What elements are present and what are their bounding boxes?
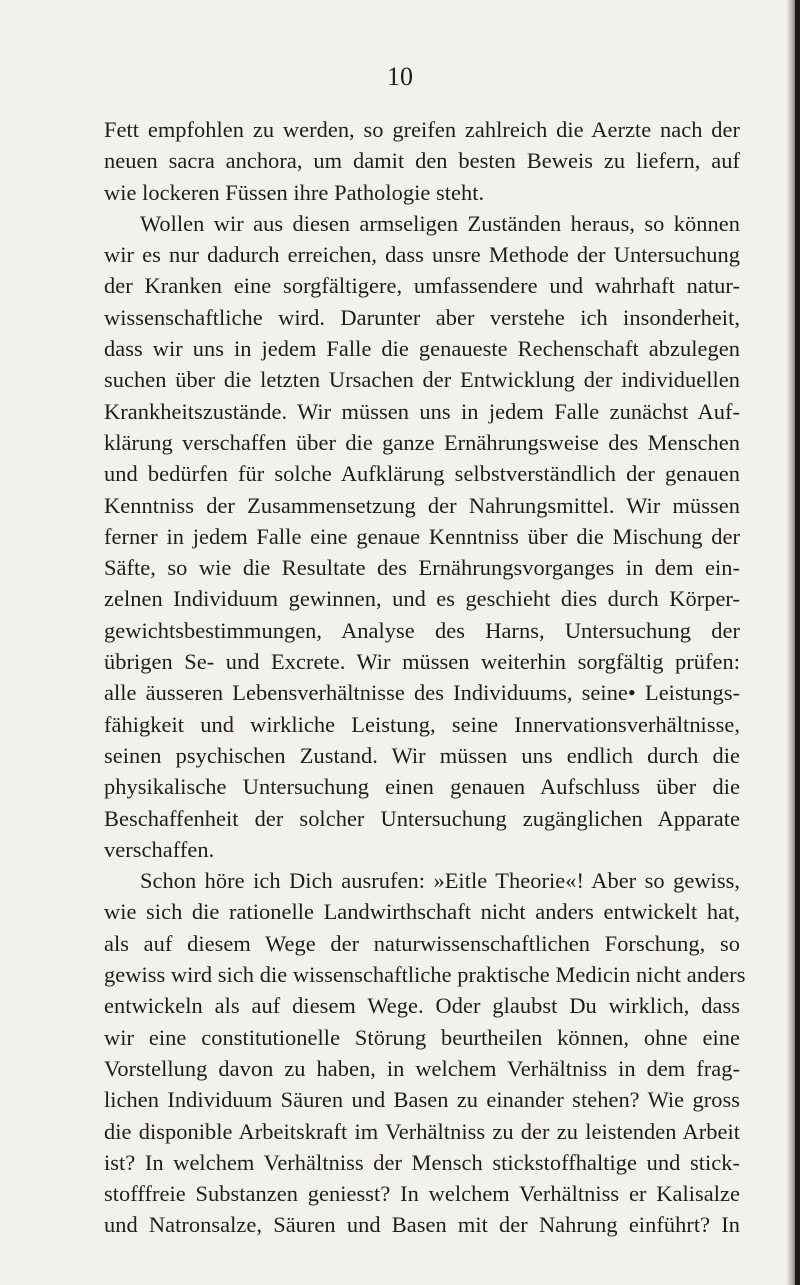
text-line: wie sich die rationelle Landwirthschaft nicht anders entwickelt hat, <box>104 899 740 925</box>
text-line: stofffreie Substanzen geniesst? In welchem Verhältniss er Kalisalze <box>104 1181 740 1207</box>
text-line: übrigen Se- und Excrete. Wir müssen weiterhin sorgfältig prüfen: <box>104 649 740 675</box>
text-line: ferner in jedem Falle eine genaue Kenntniss über die Mischung der <box>104 523 740 549</box>
text-line: suchen über die letzten Ursachen der Entwicklung der individuellen <box>104 367 740 393</box>
text-line: Säfte, so wie die Resultate des Ernährungsvorganges in dem ein- <box>104 555 740 581</box>
text-line: wissenschaftliche wird. Darunter aber verstehe ich insonderheit, <box>104 304 740 330</box>
paragraph-1 <box>104 114 740 208</box>
text-line: zelnen Individuum gewinnen, und es geschieht dies durch Körper- <box>104 586 740 612</box>
text-line: klärung verschaffen über die ganze Ernährungsweise des Menschen <box>104 429 740 455</box>
text-line: wir es nur dadurch erreichen, dass unsre Methode der Untersuchung <box>104 242 740 268</box>
text-line: fähigkeit und wirkliche Leistung, seine Innervationsverhältnisse, <box>104 711 740 737</box>
text-line: Fett empfohlen zu werden, so greifen zahlreich die Aerzte nach der <box>104 117 740 142</box>
text-line: und bedürfen für solche Aufklärung selbstverständlich der genauen <box>104 461 740 487</box>
page-edge <box>795 0 800 1285</box>
text-line: neuen sacra anchora, um damit den besten Beweis zu liefern, auf <box>104 148 740 174</box>
page-number: 10 <box>387 62 413 91</box>
text-line: Schon höre ich Dich ausrufen: »Eitle Theorie«! Aber so gewiss, <box>140 868 740 894</box>
text-line: physikalische Untersuchung einen genauen Aufschluss über die <box>104 774 740 800</box>
text-line: dass wir uns in jedem Falle die genaueste Rechenschaft abzulegen <box>104 336 740 362</box>
text-line: gewiss wird sich die wissenschaftliche praktische Medicin nicht anders <box>104 962 746 988</box>
text-line: entwickeln als auf diesem Wege. Oder glaubst Du wirklich, dass <box>104 993 740 1019</box>
text-line: und Natronsalze, Säuren und Basen mit der Nahrung einführt? In <box>104 1212 740 1238</box>
text-line: Wollen wir aus diesen armseligen Zuständen heraus, so können <box>140 210 740 236</box>
text-line: die disponible Arbeitskraft im Verhältniss zu der zu leistenden Arbeit <box>104 1118 740 1144</box>
text-line: ist? In welchem Verhältniss der Mensch stickstoffhaltige und stick- <box>104 1149 740 1175</box>
body-text <box>104 114 746 1241</box>
text-line: Krankheitszustände. Wir müssen uns in jedem Falle zunächst Auf- <box>104 398 740 424</box>
text-line: Vorstellung davon zu haben, in welchem Verhältniss in dem frag- <box>104 1055 740 1081</box>
text-line: der Kranken eine sorgfältigere, umfassendere und wahrhaft natur- <box>104 273 740 299</box>
text-line: lichen Individuum Säuren und Basen zu einander stehen? Wie gross <box>104 1087 740 1113</box>
text-line: alle äusseren Lebensverhältnisse des Individuums, seine• Leistungs- <box>104 680 740 706</box>
text-line: seinen psychischen Zustand. Wir müssen uns endlich durch die <box>104 742 740 768</box>
text-line: wie lockeren Füssen ihre Pathologie steht. <box>104 179 485 205</box>
text-line: wir eine constitutionelle Störung beurtheilen können, ohne eine <box>104 1024 740 1050</box>
paragraph-3 <box>104 865 746 1241</box>
text-line: Beschaffenheit der solcher Untersuchung zugänglichen Apparate <box>104 805 740 831</box>
text-line: verschaffen. <box>104 836 215 862</box>
text-line: als auf diesem Wege der naturwissenschaftlichen Forschung, so <box>104 930 740 956</box>
text-line: gewichtsbestimmungen, Analyse des Harns, Untersuchung der <box>104 617 740 643</box>
paragraph-2 <box>104 208 740 865</box>
text-line: Kenntniss der Zusammensetzung der Nahrungsmittel. Wir müssen <box>104 492 740 518</box>
